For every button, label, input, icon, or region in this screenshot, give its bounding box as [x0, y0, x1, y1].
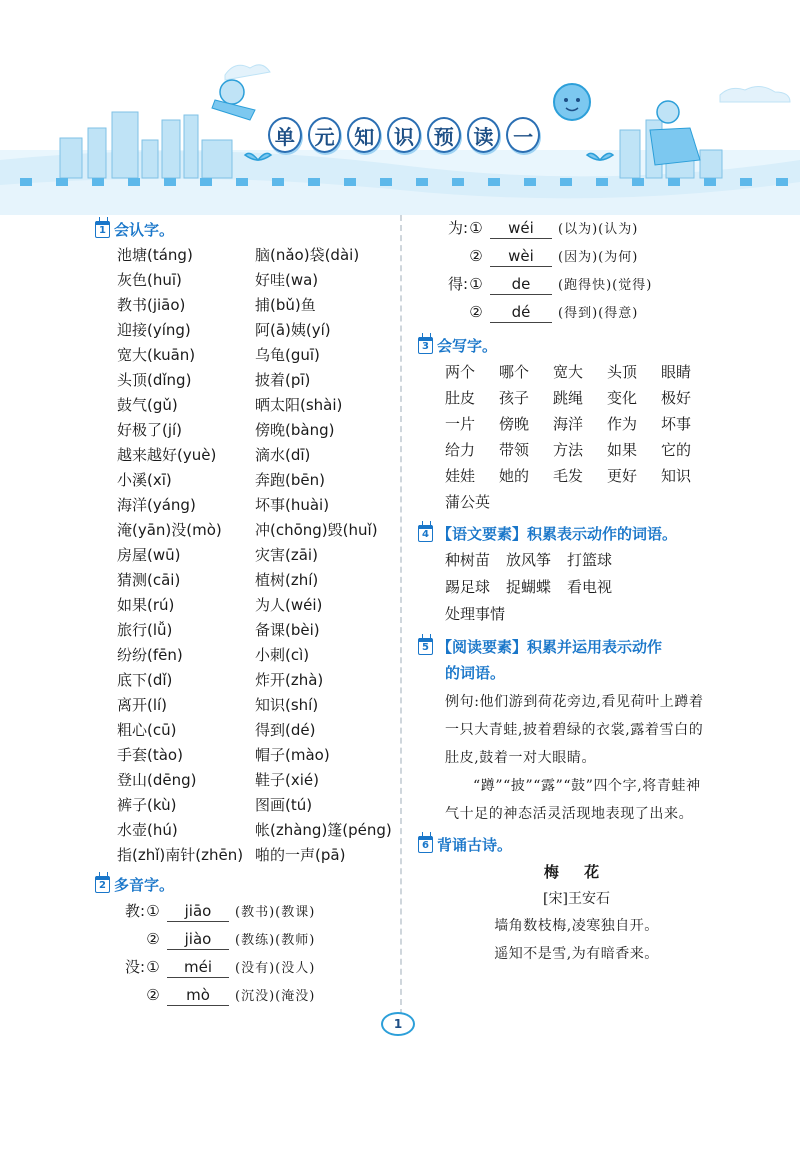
write-word: 肚皮: [445, 389, 476, 407]
recognize-word: 冲(chōng)毁(huǐ): [255, 521, 378, 539]
recognize-word: 纷纷(fēn): [117, 646, 183, 664]
write-word: 坏事: [661, 415, 692, 433]
polyphone-index: ②: [469, 303, 483, 321]
header-banner: [0, 0, 800, 215]
polyphone-index: ①: [469, 275, 483, 293]
polyphone-words: (教书)(教课): [235, 905, 316, 920]
recognize-word: 阿(ā)姨(yí): [255, 321, 331, 339]
recognize-word: 宽大(kuān): [117, 346, 196, 364]
polyphone-row: [418, 215, 708, 243]
section-1-heading: [95, 215, 395, 243]
recognize-word: 手套(tào): [117, 746, 183, 764]
polyphone-index: ②: [146, 930, 160, 948]
pinyin-answer: de: [490, 274, 552, 295]
action-phrase: 种树苗: [445, 551, 491, 569]
recognize-word: 啪的一声(pā): [255, 846, 346, 864]
recognize-word: 指(zhǐ)南针(zhēn): [117, 846, 244, 864]
polyphone-row: [418, 271, 708, 299]
recognize-word: 奔跑(bēn): [255, 471, 325, 489]
recognize-word: 滴水(dī): [255, 446, 311, 464]
action-phrase: 捉蝴蝶: [506, 578, 552, 596]
recognize-word: 离开(lí): [117, 696, 168, 714]
title-char: 元: [308, 117, 342, 153]
section-1-title: 会认字。: [114, 220, 175, 239]
calendar-number-icon: 4: [418, 525, 433, 542]
polyphone-row: [95, 954, 395, 982]
calendar-number-icon: 3: [418, 337, 433, 354]
recognize-word: 小溪(xī): [117, 471, 172, 489]
section-3-heading: [418, 331, 708, 359]
write-word: 海洋: [553, 415, 584, 433]
calendar-number-icon: 5: [418, 638, 433, 655]
recognize-word: 帽子(mào): [255, 746, 330, 764]
left-column: [95, 215, 395, 1010]
phrase-line: [445, 601, 708, 628]
page-number: [378, 1013, 418, 1035]
recognize-word: 登山(dēng): [117, 771, 197, 789]
write-word: 如果: [607, 441, 638, 459]
polyphone-words: (得到)(得意): [558, 306, 639, 321]
polyphone-char: 得:: [447, 275, 468, 293]
recognize-word: 备课(bèi): [255, 621, 320, 639]
section-5-title: 【阅读要素】积累并运用表示动作: [437, 637, 663, 656]
write-word: 傍晚: [499, 415, 530, 433]
page-number-label: 1: [381, 1012, 415, 1036]
recognize-word: 炸开(zhà): [255, 671, 324, 689]
poem-line: 遥知不是雪,为有暗香来。: [494, 946, 659, 962]
polyphone-index: ①: [146, 958, 160, 976]
write-word: 极好: [661, 389, 692, 407]
recognize-word: 坏事(huài): [255, 496, 330, 514]
recognize-word: 脑(nǎo)袋(dài): [255, 246, 360, 264]
pinyin-answer: wèi: [490, 246, 552, 267]
action-phrase: 打篮球: [567, 551, 613, 569]
polyphone-index: ②: [469, 247, 483, 265]
section-6-heading: [418, 830, 708, 858]
recognize-word: 为人(wéi): [255, 596, 323, 614]
action-phrase: 放风筝: [506, 551, 552, 569]
poem-author: [宋]王安石: [543, 891, 610, 907]
recognize-word: 教书(jiāo): [117, 296, 186, 314]
title-char: 一: [506, 117, 540, 153]
write-word: 蒲公英: [445, 493, 491, 511]
recognize-word: 池塘(táng): [117, 246, 193, 264]
write-word: 更好: [607, 467, 638, 485]
section-6-title: 背诵古诗。: [437, 835, 513, 854]
write-word: 毛发: [553, 467, 584, 485]
polyphone-row: [418, 299, 708, 327]
polyphone-list-continued: [418, 215, 708, 327]
write-word: 方法: [553, 441, 584, 459]
recognize-word: 小刺(cì): [255, 646, 310, 664]
polyphone-index: ①: [469, 219, 483, 237]
recognize-word: 粗心(cū): [117, 721, 177, 739]
polyphone-words: (因为)(为何): [558, 250, 639, 265]
recognize-word: 海洋(yáng): [117, 496, 196, 514]
recognize-word: 如果(rú): [117, 596, 175, 614]
pinyin-answer: jiāo: [167, 901, 229, 922]
action-phrase: 处理事情: [445, 605, 506, 623]
write-word: 头顶: [607, 363, 638, 381]
recognize-word: 猜测(cāi): [117, 571, 181, 589]
section-2-title: 多音字。: [114, 875, 175, 894]
section-4-heading: [418, 519, 708, 547]
polyphone-char: 为:: [447, 219, 468, 237]
recognize-word: 帐(zhàng)篷(péng): [255, 821, 392, 839]
write-word: 她的: [499, 467, 530, 485]
recognize-word: 房屋(wū): [117, 546, 181, 564]
write-word: 知识: [661, 467, 692, 485]
pinyin-answer: wéi: [490, 218, 552, 239]
polyphone-words: (以为)(认为): [558, 222, 639, 237]
recognize-word: 晒太阳(shài): [255, 396, 343, 414]
pinyin-answer: jiào: [167, 929, 229, 950]
write-word: 跳绳: [553, 389, 584, 407]
sun-icon: [554, 84, 590, 120]
write-word: 孩子: [499, 389, 530, 407]
title-char: 识: [387, 117, 421, 153]
title-char: 知: [347, 117, 381, 153]
polyphone-words: (没有)(没人): [235, 961, 316, 976]
recognize-word: 水壶(hú): [117, 821, 178, 839]
pinyin-answer: mò: [167, 985, 229, 1006]
recognize-word: 迎接(yíng): [117, 321, 191, 339]
poem: [418, 858, 708, 968]
polyphone-row: [95, 926, 395, 954]
section-4-title: 【语文要素】积累表示动作的词语。: [437, 524, 678, 543]
section-2-heading: [95, 870, 395, 898]
polyphone-row: [95, 982, 395, 1010]
right-column: [418, 215, 708, 968]
phrase-line: [445, 574, 708, 601]
write-word: 哪个: [499, 363, 530, 381]
recognize-word: 灾害(zāi): [255, 546, 318, 564]
poem-title: 梅 花: [543, 863, 610, 881]
section-5-title-line2: [418, 658, 708, 686]
recognize-word: 好极了(jí): [117, 421, 183, 439]
recognize-word: 底下(dǐ): [117, 671, 173, 689]
title-char: 单: [268, 117, 302, 153]
recognize-word: 灰色(huī): [117, 271, 182, 289]
polyphone-words: (教练)(教师): [235, 933, 316, 948]
write-word: 它的: [661, 441, 692, 459]
polyphone-list: [95, 898, 395, 1010]
recognize-word: 图画(tú): [255, 796, 313, 814]
recognize-word: 披着(pī): [255, 371, 311, 389]
page-title: [268, 112, 540, 158]
recognize-word: 旅行(lǚ): [117, 621, 173, 639]
polyphone-row: [418, 243, 708, 271]
polyphone-row: [95, 898, 395, 926]
calendar-number-icon: 6: [418, 836, 433, 853]
write-word: 作为: [607, 415, 638, 433]
recognize-word: 头顶(dǐng): [117, 371, 192, 389]
action-phrase: 看电视: [567, 578, 613, 596]
recognize-word: 傍晚(bàng): [255, 421, 335, 439]
section-5-heading: [418, 632, 708, 660]
action-phrase: 踢足球: [445, 578, 491, 596]
recognize-word: 好哇(wa): [255, 271, 319, 289]
fairy-illustration: [650, 101, 700, 165]
write-word: 娃娃: [445, 467, 476, 485]
example-sentence: 例句:他们游到荷花旁边,看见荷叶上蹲着一只大青蛙,披着碧绿的衣裳,露着雪白的肚皮,鼓着一对大眼睛。: [445, 694, 704, 766]
write-words-grid: [418, 359, 708, 515]
flying-child-illustration: [212, 80, 255, 120]
pinyin-answer: dé: [490, 302, 552, 323]
poem-line: 墙角数枝梅,凌寒独自开。: [494, 918, 659, 934]
recognize-word: 淹(yān)没(mò): [117, 521, 222, 539]
section-3-title: 会写字。: [437, 336, 498, 355]
action-phrases: [418, 547, 708, 628]
write-word: 宽大: [553, 363, 584, 381]
title-char: 读: [467, 117, 501, 153]
write-word: 一片: [445, 415, 476, 433]
write-word: 带领: [499, 441, 530, 459]
recognize-word: 鞋子(xié): [255, 771, 319, 789]
phrase-line: [445, 547, 708, 574]
polyphone-char: 教:: [124, 902, 145, 920]
write-word: 眼睛: [661, 363, 692, 381]
polyphone-words: (跑得快)(觉得): [558, 278, 653, 293]
title-char: 预: [427, 117, 461, 153]
calendar-number-icon: 2: [95, 876, 110, 893]
recognize-word: 裤子(kù): [117, 796, 177, 814]
polyphone-index: ①: [146, 902, 160, 920]
recognize-words-grid: [95, 243, 395, 868]
recognize-word: 鼓气(gǔ): [117, 396, 178, 414]
polyphone-index: ②: [146, 986, 160, 1004]
recognize-word: 植树(zhí): [255, 571, 319, 589]
example-explanation: “蹲”“披”“露”“鼓”四个字,将青蛙神气十足的神态活灵活现地表现了出来。: [445, 778, 701, 822]
recognize-word: 捕(bǔ)鱼: [255, 296, 316, 314]
write-word: 给力: [445, 441, 476, 459]
recognize-word: 乌龟(guī): [255, 346, 320, 364]
pinyin-answer: méi: [167, 957, 229, 978]
recognize-word: 知识(shí): [255, 696, 319, 714]
recognize-word: 越来越好(yuè): [117, 446, 217, 464]
city-skyline-illustration: [0, 0, 800, 215]
section-5-title-cont: 的词语。: [445, 663, 506, 682]
polyphone-words: (沉没)(淹没): [235, 989, 316, 1004]
calendar-number-icon: 1: [95, 221, 110, 238]
write-word: 变化: [607, 389, 638, 407]
polyphone-char: 没:: [124, 958, 145, 976]
recognize-word: 得到(dé): [255, 721, 316, 739]
write-word: 两个: [445, 363, 476, 381]
